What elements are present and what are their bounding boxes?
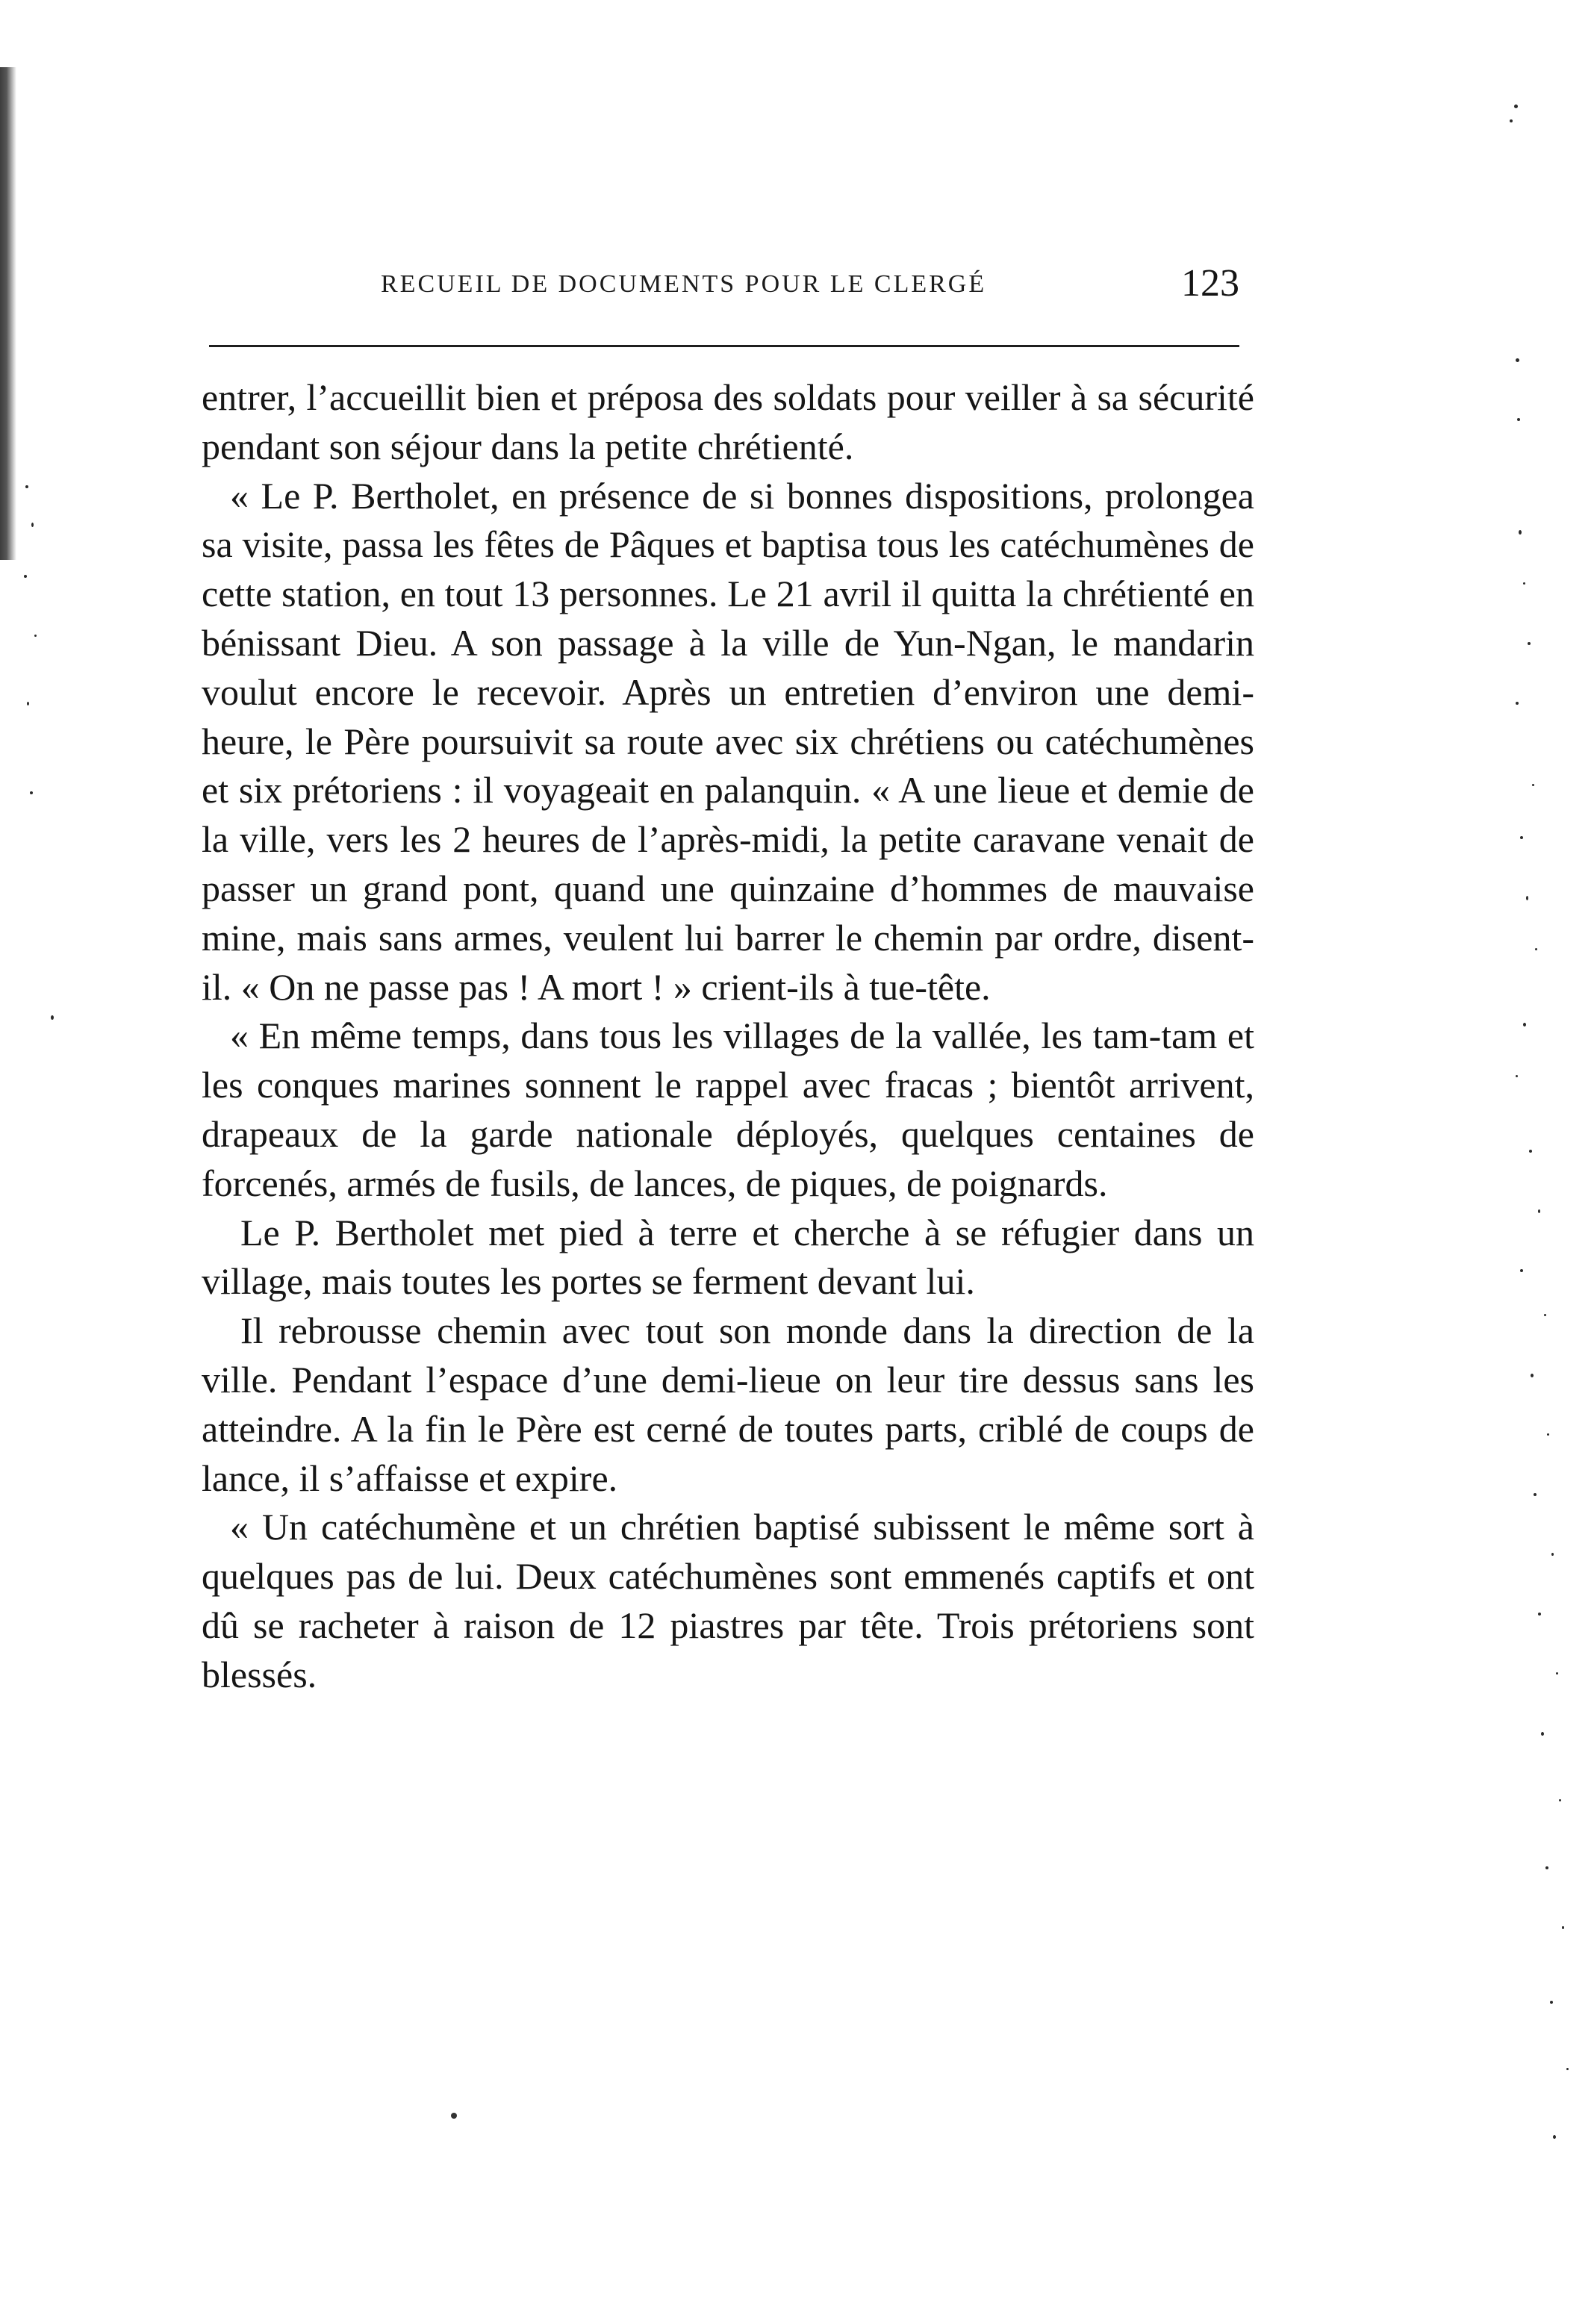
page-number: 123 xyxy=(1181,262,1239,305)
paragraph: Il rebrousse chemin avec tout son monde dans la direction de la ville. Pendant l’espace d’une demi-lieue on leur tire dessus sans les atteindre. A la fin le Père est cerné de toutes parts, criblé de coups de lance, il s’affaisse et expire. xyxy=(202,1309,1254,1499)
running-head xyxy=(358,261,1239,306)
paragraph: « En même temps, dans tous les villages de la vallée, les tam-tam et les conques marines sonnent le rappel avec fracas ; bientôt arrivent, drapeaux de la garde nationale déployés, quelques centaines de forcenés, armés de fusils, de lances, de piques, de poignards. xyxy=(202,1015,1254,1204)
right-scan-specks xyxy=(1463,90,1594,2225)
left-scan-specks xyxy=(21,478,58,896)
paragraph: « Un catéchumène et un chrétien baptisé subissent le même sort à quelques pas de lui. Deux catéchumènes sont emmenés captifs et ont dû se racheter à raison de 12 piastres par tête. Trois prétoriens sont blessés. xyxy=(202,1506,1254,1695)
paragraph: entrer, l’accueillit bien et préposa des soldats pour veiller à sa sécurité pendant son séjour dans la petite chrétienté. xyxy=(202,376,1254,467)
paragraph: « Le P. Bertholet, en présence de si bonnes dispositions, prolongea sa visite, passa les fêtes de Pâques et baptisa tous les catéchumènes de cette station, en tout 13 personnes. Le 21 avril il quitta la chrétienté en bénissant Dieu. A son passage à la ville de Yun-Ngan, le mandarin voulut encore le recevoir. Après un entretien d’environ une demi-heure, le Père poursuivit sa route avec six chrétiens ou catéchumènes et six prétoriens : il voyageait en palanquin. « A une lieue et demie de la ville, vers les 2 heures de l’après-midi, la petite caravane venait de passer un grand pont, quand une quinzaine d’hommes de mauvaise mine, mais sans armes, veulent lui barrer le chemin par ordre, disent-il. « On ne passe pas ! A mort ! » crient-ils à tue-tête. xyxy=(202,474,1254,1008)
binding-edge xyxy=(0,67,16,560)
paragraph: Le P. Bertholet met pied à terre et cherche à se réfugier dans un village, mais toutes les portes se ferment devant lui. xyxy=(202,1211,1254,1303)
scan-dot xyxy=(451,2113,457,2119)
running-title: RECUEIL DE DOCUMENTS POUR LE CLERGÉ xyxy=(381,270,987,298)
body-text xyxy=(202,373,1254,1700)
header-rule xyxy=(209,345,1239,347)
